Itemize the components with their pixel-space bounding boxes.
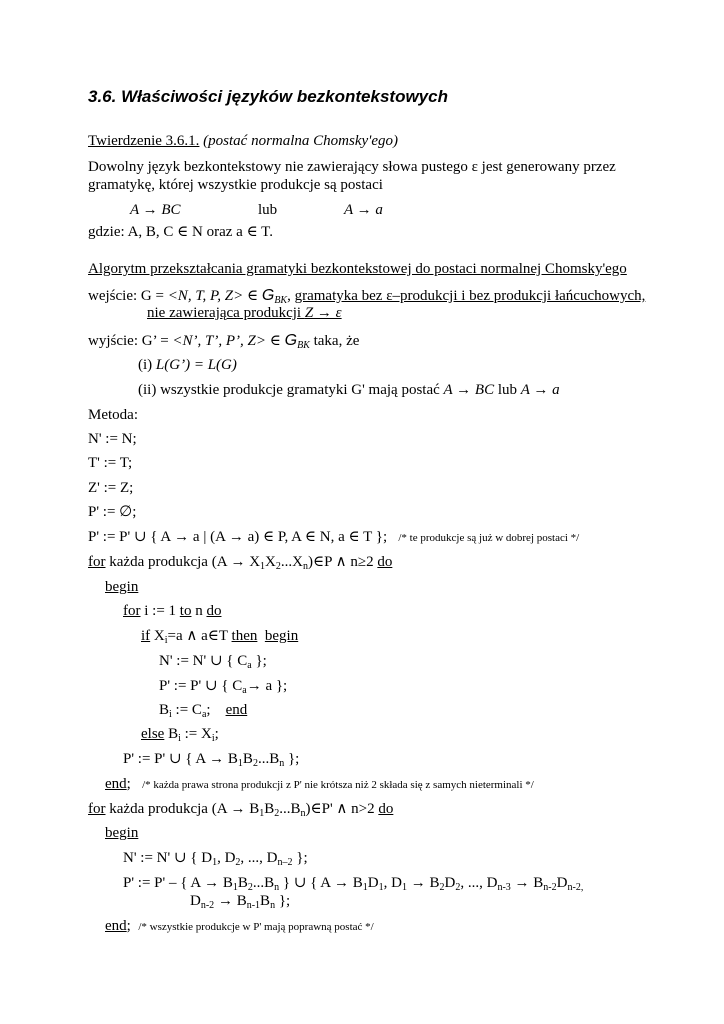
for2-d: )∈P' ∧ n>2	[305, 801, 379, 817]
grammar-class: G	[261, 287, 275, 304]
p-update-a: P' := P' ∪ { C	[159, 678, 243, 694]
b-assign-b: := C	[171, 702, 202, 718]
end1-comment: /* każda prawa strona produkcji z P' nie krótsza niż 2 składa się z samych nieterminali */	[142, 779, 534, 791]
p3-n: → B	[214, 893, 247, 909]
algorithm-input-line2	[147, 306, 342, 321]
theorem-where: gdzie: A, B, C ∈ N oraz a ∈ T.	[88, 224, 273, 240]
kw-begin-if: begin	[264, 628, 299, 644]
cond2-or: lub	[494, 382, 521, 398]
p3-sn2b: n-2	[543, 882, 557, 893]
end2-comment: /* wszystkie produkcje w P' mają poprawną postać */	[138, 921, 374, 933]
p3-sn2c: n-2,	[567, 882, 584, 893]
n-update3-line	[123, 851, 308, 868]
for1-part-d: )∈P ∧ n≥2	[307, 554, 378, 570]
sub-1-b: 1	[237, 758, 243, 769]
output-prefix: wyjście: G’ =	[88, 333, 173, 349]
cond1-eq: L(G’) = L(G)	[155, 357, 237, 373]
theorem-label: Twierdzenie 3.6.1.	[88, 133, 200, 149]
if-b: =a ∧ a∈T	[167, 628, 232, 644]
else-a: B	[164, 726, 179, 742]
p-update2-d: };	[284, 751, 300, 767]
p3-e: D	[367, 875, 379, 891]
for2-a: każda produkcja (A → B	[105, 801, 260, 817]
sub-n-b: n	[279, 758, 285, 769]
element-of-2: ∈	[266, 333, 285, 349]
kw-end-2: end	[105, 918, 127, 934]
sub-n: n	[302, 561, 308, 572]
p3-sn1: n-1	[246, 900, 261, 911]
p-update2-b: B	[242, 751, 253, 767]
cond1-label: (i)	[138, 357, 156, 373]
output-tuple: <N’, T’, P’, Z>	[172, 333, 267, 349]
sub-i: i	[164, 635, 168, 646]
kw-for-i: for	[123, 603, 141, 619]
cond2-text: (ii) wszystkie produkcje gramatyki G' mają postać	[138, 382, 444, 398]
p3-m: D	[190, 893, 201, 909]
sub-2-c: 2	[274, 808, 280, 819]
n-update-line	[159, 654, 267, 671]
production-or: lub	[258, 202, 278, 218]
kw-end-if: end	[225, 702, 248, 718]
p3-p: };	[275, 893, 291, 909]
input-tuple: <N, T, P, Z>	[167, 288, 244, 304]
end-2-line: end; /* wszystkie produkcje w P' mają poprawną postać */	[105, 918, 374, 934]
production-form-1: A → BC	[130, 202, 181, 218]
kw-for-2: for	[88, 801, 106, 817]
for-loop-1-header	[88, 555, 392, 572]
cond2-prod2: A → a	[520, 382, 560, 398]
sub-a-2: a	[242, 685, 247, 696]
for-i-a: i := 1	[140, 603, 180, 619]
n-update3-c: , ..., D	[240, 850, 278, 866]
element-of: ∈	[243, 288, 262, 304]
sub-1-c: 1	[259, 808, 265, 819]
grammar-class-sub: BK	[274, 295, 288, 306]
p3-sn: n	[274, 882, 280, 893]
kw-else: else	[141, 726, 165, 742]
kw-then: then	[231, 628, 258, 644]
p3-g: → B	[406, 875, 440, 891]
p3-k: D	[556, 875, 568, 891]
kw-if: if	[141, 628, 151, 644]
p3-sn2d: n-2	[200, 900, 215, 911]
sub-n-c: n	[300, 808, 306, 819]
else-b: := X	[180, 726, 212, 742]
grammar-class-2: G	[284, 332, 298, 349]
else-line	[141, 727, 219, 744]
p-terminal-comment: /* te produkcje są już w dobrej postaci */	[398, 532, 580, 544]
else-c: ;	[214, 726, 219, 742]
p3-s1: 1	[232, 882, 238, 893]
for-i-header	[123, 604, 221, 619]
production-form-2: A → a	[344, 202, 383, 218]
for2-c: ...B	[279, 801, 301, 817]
condition-1	[138, 358, 237, 373]
method-label: Metoda:	[88, 407, 138, 423]
b-assign-line	[159, 703, 247, 720]
method-line-p-terminal	[88, 530, 579, 545]
sub-i-4: i	[211, 733, 215, 744]
for2-b: B	[264, 801, 275, 817]
sub-2-d: 2	[235, 857, 241, 868]
p3-j: → B	[510, 875, 544, 891]
p3-s1d: 1	[401, 882, 407, 893]
sub-1-d: 1	[212, 857, 218, 868]
p-terminal-formula: P' := P' ∪ { A → a | (A → a) ∈ P, A ∈ N, a ∈ T };	[88, 529, 388, 545]
input-desc2-prod: Z → ε	[304, 305, 342, 321]
method-line-z: Z' := Z;	[88, 480, 134, 496]
sub-n2: n–2	[277, 857, 293, 868]
theorem-note: (postać normalna Chomsky'ego)	[203, 133, 399, 149]
p3-s2b: 2	[439, 882, 445, 893]
p-update2-c: ...B	[257, 751, 280, 767]
n-update3-a: N' := N' ∪ { D	[123, 850, 213, 866]
p3-i: , ..., D	[460, 875, 498, 891]
kw-end-1: end	[105, 776, 127, 792]
kw-to: to	[179, 603, 192, 619]
sub-i-3: i	[178, 733, 181, 744]
p3-s1c: 1	[378, 882, 384, 893]
if-a: X	[150, 628, 165, 644]
p-update3-line	[123, 876, 583, 893]
output-suffix: taka, że	[309, 333, 360, 349]
section-title: 3.6. Właściwości języków bezkontekstowych	[88, 87, 448, 106]
p-update-line	[159, 679, 287, 696]
p3-sn3: n-3	[497, 882, 511, 893]
kw-do-2: do	[378, 801, 394, 817]
for-i-b: n	[191, 603, 207, 619]
method-line-p-empty: P' := ∅;	[88, 504, 137, 520]
p-update-b: → a };	[246, 678, 288, 694]
theorem-body-line2: gramatykę, której wszystkie produkcje są postaci	[88, 177, 383, 193]
algorithm-output	[88, 333, 359, 351]
p3-d: } ∪ { A → B	[279, 875, 363, 891]
p3-s2: 2	[247, 882, 253, 893]
for-loop-2-header	[88, 802, 393, 819]
sub-2-b: 2	[252, 758, 258, 769]
algorithm-input: wejście: G = <N, T, P, Z> ∈ $G_{BK}$, gramatyka bez ε–produkcji i bez produkcji łańcuchowych,	[88, 287, 646, 306]
theorem-heading	[88, 134, 398, 149]
end-1-line: end; /* każda prawa strona produkcji z P' nie krótsza niż 2 składa się z samych nieterminali */	[105, 776, 534, 792]
p3-h: D	[444, 875, 456, 891]
p3-snb: n	[270, 900, 276, 911]
for1-part-a: każda produkcja (A → X	[105, 554, 261, 570]
sub-2: 2	[275, 561, 281, 572]
n-update3-d: };	[292, 850, 308, 866]
p3-a: P' := P' – { A → B	[123, 875, 233, 891]
input-prefix: wejście: G =	[88, 288, 168, 304]
sub-1: 1	[260, 561, 266, 572]
p3-c: ...B	[252, 875, 275, 891]
p3-s1b: 1	[362, 882, 368, 893]
sub-a: a	[247, 660, 252, 671]
n-update-a: N' := N' ∪ { C	[159, 653, 248, 669]
n-update-b: };	[251, 653, 267, 669]
method-line-n: N' := N;	[88, 431, 137, 447]
p-update2-line	[123, 752, 299, 769]
kw-begin-2: begin	[105, 825, 139, 841]
p3-f: , D	[383, 875, 402, 891]
p3-b: B	[237, 875, 248, 891]
for1-part-b: X	[265, 554, 276, 570]
input-desc2-text: nie zawierająca produkcji	[147, 305, 305, 321]
p3-o: B	[260, 893, 271, 909]
method-line-t: T' := T;	[88, 455, 133, 471]
p-update3-line2	[190, 894, 290, 911]
b-assign-a: B	[159, 702, 170, 718]
p3-s2c: 2	[455, 882, 461, 893]
kw-do-i: do	[206, 603, 222, 619]
kw-for: for	[88, 554, 106, 570]
algorithm-title: Algorytm przekształcania gramatyki bezkontekstowej do postaci normalnej Chomsky'ego	[88, 261, 627, 277]
cond2-prod1: A → BC	[443, 382, 495, 398]
theorem-body-line1: Dowolny język bezkontekstowy nie zawierający słowa pustego ε jest generowany przez	[88, 159, 616, 175]
for1-part-c: ...X	[280, 554, 303, 570]
n-update3-b: , D	[217, 850, 236, 866]
b-assign-c: ;	[206, 702, 211, 718]
if-line	[141, 629, 298, 646]
grammar-class-sub-2: BK	[297, 340, 310, 351]
input-desc: gramatyka bez ε–produkcji i bez produkcji łańcuchowych,	[294, 288, 646, 304]
kw-begin-1: begin	[105, 579, 139, 595]
sub-a-3: a	[201, 709, 207, 720]
condition-2	[138, 383, 560, 398]
p-update2-a: P' := P' ∪ { A → B	[123, 751, 238, 767]
kw-do: do	[377, 554, 393, 570]
sub-i-2: i	[169, 709, 172, 720]
